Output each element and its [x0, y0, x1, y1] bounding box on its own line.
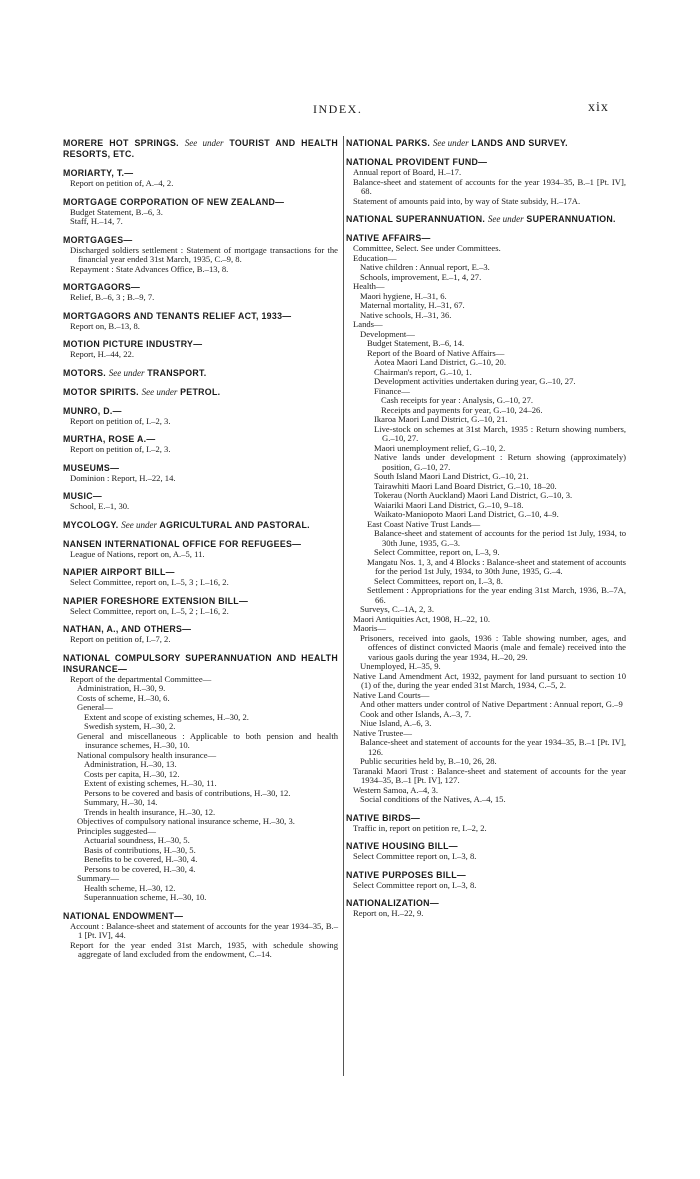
- sub-entry: Tairawhiti Maori Land Board District, G.–10, 18–20.: [374, 480, 557, 491]
- heading-text: NATIVE PURPOSES BILL—: [346, 869, 467, 880]
- sub-entry: Relief, B.–6, 3 ; B.–9, 7.: [70, 292, 155, 302]
- sub-entry: Report on petition of, I.–7, 2.: [70, 634, 171, 644]
- sub-entry: General—: [77, 702, 113, 712]
- sub-entry: Report on petition of, A.–4, 2.: [70, 178, 174, 188]
- entry-heading: [63, 311, 338, 322]
- sub-entry: Taranaki Maori Trust : Balance-sheet and statement of accounts for the year 1934–35, B.–1 [Pt. IV], 127.: [353, 765, 626, 785]
- sub-entry: Tokerau (North Auckland) Maori Land District, G.–10, 3.: [374, 490, 573, 500]
- sub-entry: Statement of amounts paid into, by way of State subsidy, H.–17A.: [353, 195, 581, 206]
- sub-entry: Report on, H.–22, 9.: [353, 908, 424, 918]
- index-entry: [346, 898, 626, 919]
- entry-heading: [346, 214, 626, 225]
- index-entry: [63, 387, 338, 398]
- sub-entry: Maori Antiquities Act, 1908, H.–22, 10.: [353, 613, 491, 624]
- cross-reference: LANDS AND SURVEY.: [471, 138, 568, 148]
- sub-entry: Development activities undertaken during year, G.–10, 27.: [374, 376, 576, 386]
- entry-heading: [63, 653, 338, 675]
- sub-entry: National compulsory health insurance—: [77, 749, 217, 760]
- entry-heading: [346, 138, 626, 149]
- sub-entry: Mangatu Nos. 1, 3, and 4 Blocks : Balance-sheet and statement of accounts for the period 1st July, 1934, to 30th June, 1935, G.–4.: [367, 556, 626, 576]
- sub-entry: Surveys, C.–1A, 2, 3.: [360, 604, 435, 614]
- see-under-label: See under: [121, 519, 157, 530]
- heading-text: MORERE HOT SPRINGS.: [63, 138, 179, 148]
- index-entry: [63, 406, 338, 427]
- index-entry: [63, 282, 338, 303]
- index-entry: [63, 168, 338, 189]
- sub-entry: Cook and other Islands, A.–3, 7.: [360, 708, 471, 719]
- sub-entry: Administration, H.–30, 9.: [77, 683, 166, 693]
- sub-entry: Principles suggested—: [77, 825, 157, 836]
- heading-text: NATIONAL COMPULSORY SUPERANNUATION AND HEALTH INSURANCE—: [63, 652, 338, 674]
- sub-entry: Trends in health insurance, H.–30, 12.: [84, 806, 216, 817]
- entry-heading: [63, 911, 338, 922]
- sub-entry: And other matters under control of Native Department : Annual report, G.–9: [360, 699, 623, 709]
- sub-entry: Maori unemployment relief, G.–10, 2.: [374, 442, 506, 453]
- heading-text: NAPIER AIRPORT BILL—: [63, 567, 175, 577]
- index-entry: [346, 813, 626, 834]
- entry-heading: [346, 870, 626, 881]
- sub-entry: Chairman's report, G.–10, 1.: [374, 366, 472, 377]
- entry-heading: [63, 138, 338, 160]
- sub-entry: Repayment : State Advances Office, B.–13, 8.: [70, 263, 229, 274]
- cross-reference: PETROL.: [180, 386, 221, 397]
- sub-entry: Balance-sheet and statement of accounts for the year 1934–35, B.–1 [Pt. IV], 68.: [353, 176, 626, 196]
- sub-entry: Benefits to be covered, H.–30, 4.: [84, 854, 198, 864]
- entry-heading: [63, 463, 338, 474]
- page-title: INDEX.: [313, 102, 363, 116]
- heading-text: NATIONAL PROVIDENT FUND—: [346, 157, 488, 167]
- sub-entry: Report, H.–44, 22.: [70, 349, 134, 359]
- heading-text: MYCOLOGY.: [63, 519, 119, 530]
- sub-entry: Budget Statement, B.–6, 14.: [367, 338, 465, 348]
- sub-entry: Objectives of compulsory national insurance scheme, H.–30, 3.: [77, 816, 295, 826]
- sub-entry: Development—: [360, 328, 415, 339]
- heading-text: MUNRO, D.—: [63, 405, 122, 416]
- heading-text: NATIONAL PARKS.: [346, 138, 431, 148]
- heading-text: MORIARTY, T.—: [63, 168, 134, 178]
- cross-reference: SUPERANNUATION.: [526, 214, 616, 224]
- sub-entry: General and miscellaneous : Applicable to both pension and health insurance schemes, H.–30, 10.: [77, 730, 338, 750]
- heading-text: MOTION PICTURE INDUSTRY—: [63, 339, 203, 349]
- sub-entry: Education—: [353, 252, 397, 263]
- sub-entry: Report on petition of, I.–2, 3.: [70, 415, 171, 426]
- sub-entry: Receipts and payments for year, G.–10, 24–26.: [381, 404, 543, 415]
- sub-entry: Summary—: [77, 873, 120, 883]
- sub-entry: Unemployed, H.–35, 9.: [360, 661, 441, 671]
- sub-entry: School, E.–1, 30.: [70, 501, 130, 511]
- sub-entry: Social conditions of the Natives, A.–4, 15.: [360, 794, 506, 804]
- sub-entry: Annual report of Board, H.–17.: [353, 167, 462, 177]
- sub-entry: Settlement : Appropriations for the year ending 31st March, 1936, B.–7A, 66.: [367, 585, 626, 605]
- sub-entry: Aotea Maori Land District, G.–10, 20.: [374, 357, 506, 367]
- sub-entry: Basis of contributions, H.–30, 5.: [84, 844, 196, 855]
- index-entry: [63, 567, 338, 588]
- sub-entry: Extent and scope of existing schemes, H.–30, 2.: [84, 711, 249, 722]
- see-under-label: See under: [141, 386, 178, 397]
- sub-entry: Administration, H.–30, 13.: [84, 759, 177, 769]
- sub-entry: Schools, improvement, E.–1, 4, 27.: [360, 271, 482, 282]
- sub-entry: Live-stock on schemes at 31st March, 1935 : Return showing numbers, G.–10, 27.: [374, 423, 626, 443]
- sub-entry: League of Nations, report on, A.–5, 11.: [70, 548, 205, 559]
- sub-entry: Superannuation scheme, H.–30, 10.: [84, 892, 207, 902]
- sub-entry: Report on petition of, I.–2, 3.: [70, 444, 171, 454]
- page-number: xix: [588, 100, 609, 115]
- sub-entry: Dominion : Report, H.–22, 14.: [70, 472, 176, 483]
- sub-entry: Committee, Select. See under Committees.: [353, 243, 501, 253]
- heading-text: NANSEN INTERNATIONAL OFFICE FOR REFUGEES—: [63, 538, 302, 549]
- sub-entry: Select Committee report on, I.–3, 8.: [353, 851, 477, 861]
- sub-entry: Swedish system, H.–30, 2.: [84, 721, 176, 731]
- left-column: [63, 138, 338, 968]
- entry-heading: [63, 539, 338, 550]
- heading-text: NATIVE BIRDS—: [346, 812, 421, 823]
- sub-entry: Costs per capita, H.–30, 12.: [84, 768, 180, 779]
- page-header: [0, 98, 700, 118]
- index-entry: [346, 157, 626, 206]
- heading-text: MOTOR SPIRITS.: [63, 386, 139, 397]
- index-entry: [63, 653, 338, 903]
- sub-entry: Health scheme, H.–30, 12.: [84, 882, 176, 893]
- sub-entry: Balance-sheet and statement of accounts for the year 1934–35, B.–1 [Pt. IV], 126.: [360, 737, 626, 757]
- see-under-label: See under: [487, 214, 524, 224]
- index-entry: [346, 870, 626, 891]
- index-entry: [63, 911, 338, 960]
- cross-reference: TOURIST AND HEALTH RESORTS, ETC.: [63, 138, 338, 159]
- index-entry: [63, 368, 338, 379]
- sub-entry: Ikaroa Maori Land District, G.–10, 21.: [374, 414, 508, 424]
- index-entry: [63, 520, 338, 531]
- sub-entry: Budget Statement, B.–6, 3.: [70, 206, 163, 217]
- sub-entry: Prisoners, received into gaols, 1936 : Table showing number, ages, and offences of distinct convicted Maoris (male and female) received into the various gaols during the year 1934, H.–20, 29.: [360, 632, 626, 662]
- sub-entry: Native Land Amendment Act, 1932, payment for land pursuant to section 10 (1) of the, during the year ended 31st March, 1934, C.–5, 2.: [353, 670, 626, 690]
- heading-text: NATIVE AFFAIRS—: [346, 233, 431, 243]
- sub-entry: Health—: [353, 281, 385, 291]
- heading-text: MURTHA, ROSE A.—: [63, 434, 156, 444]
- sub-entry: Maoris—: [353, 623, 386, 633]
- sub-entry: Persons to be covered and basis of contributions, H.–30, 12.: [84, 787, 291, 798]
- index-entry: [63, 311, 338, 332]
- sub-entry: Extent of existing schemes, H.–30, 11.: [84, 778, 217, 788]
- index-entry: [63, 463, 338, 484]
- sub-entry: Costs of scheme, H.–30, 6.: [77, 692, 170, 703]
- index-entry: [63, 434, 338, 455]
- heading-text: MORTGAGES—: [63, 234, 133, 245]
- sub-entry: Western Samoa, A.–4, 3.: [353, 784, 438, 795]
- heading-text: NAPIER FORESHORE EXTENSION BILL—: [63, 595, 249, 606]
- sub-entry: Cash receipts for year : Analysis, G.–10, 27.: [381, 395, 534, 405]
- entry-heading: [63, 520, 338, 531]
- index-entry: [63, 624, 338, 645]
- heading-text: MUSIC—: [63, 491, 102, 501]
- sub-entry: Report of the Board of Native Affairs—: [367, 347, 505, 358]
- cross-reference: TRANSPORT.: [147, 367, 207, 378]
- sub-entry: Select Committees, report on, I.–3, 8.: [374, 575, 503, 586]
- heading-text: MUSEUMS—: [63, 462, 120, 473]
- sub-entry: Select Committee report on, I.–3, 8.: [353, 879, 477, 890]
- sub-entry: South Island Maori Land District, G.–10, 21.: [374, 471, 529, 481]
- entry-heading: [63, 368, 338, 379]
- sub-entry: Niue Island, A.–6, 3.: [360, 718, 432, 728]
- see-under-label: See under: [108, 367, 145, 378]
- column-divider: [343, 136, 344, 1076]
- sub-entry: Public securities held by, B.–10, 26, 28.: [360, 756, 497, 766]
- sub-entry: Finance—: [374, 385, 410, 396]
- sub-entry: Account : Balance-sheet and statement of accounts for the year 1934–35, B.–1 [Pt. IV], 44.: [70, 920, 338, 940]
- sub-entry: Traffic in, report on petition re, I.–2, 2.: [353, 822, 487, 833]
- sub-entry: Native lands under development : Return showing (approximately) position, G.–10, 27.: [374, 452, 626, 472]
- entry-heading: [63, 387, 338, 398]
- sub-entry: Native Trustee—: [353, 727, 412, 738]
- index-entry: [63, 596, 338, 617]
- heading-text: NATIVE HOUSING BILL—: [346, 841, 458, 851]
- sub-entry: Summary, H.–30, 14.: [84, 797, 158, 807]
- index-entry: [346, 233, 626, 805]
- index-entry: [346, 841, 626, 862]
- heading-text: MORTGAGE CORPORATION OF NEW ZEALAND—: [63, 196, 285, 207]
- entry-heading: [346, 813, 626, 824]
- sub-entry: Native Land Courts—: [353, 689, 430, 700]
- sub-entry: Select Committee, report on, I.–3, 9.: [374, 547, 500, 557]
- see-under-label: See under: [432, 138, 469, 148]
- entry-heading: [63, 235, 338, 246]
- sub-entry: Discharged soldiers settlement : Statement of mortgage transactions for the financial year ended 31st March, 1935, C.–9, 8.: [70, 244, 338, 264]
- index-entry: [346, 138, 626, 149]
- index-entry: [346, 214, 626, 225]
- heading-text: NATIONAL ENDOWMENT—: [63, 910, 184, 921]
- sub-entry: Maori hygiene, H.–31, 6.: [360, 290, 447, 301]
- sub-entry: Waiariki Maori Land District, G.–10, 9–18.: [374, 499, 524, 510]
- entry-heading: [63, 197, 338, 208]
- sub-entry: Persons to be covered, H.–30, 4.: [84, 863, 196, 874]
- sub-entry: Select Committee, report on, I.–5, 3 ; I.–16, 2.: [70, 577, 229, 587]
- entry-heading: [63, 596, 338, 607]
- sub-entry: Balance-sheet and statement of accounts for the period 1st July, 1934, to 30th June, 1935, G.–3.: [374, 528, 626, 548]
- sub-entry: Lands—: [353, 319, 383, 329]
- sub-entry: Report for the year ended 31st March, 1935, with schedule showing aggregate of land excluded from the endowment, C.–14.: [70, 939, 338, 959]
- sub-entry: Actuarial soundness, H.–30, 5.: [84, 835, 190, 845]
- right-column: [346, 138, 626, 927]
- index-entry: [63, 339, 338, 360]
- index-entry: [63, 138, 338, 160]
- sub-entry: Maternal mortality, H.–31, 67.: [360, 300, 465, 310]
- heading-text: MORTGAGORS—: [63, 282, 141, 292]
- index-entry: [63, 539, 338, 560]
- heading-text: MOTORS.: [63, 367, 106, 378]
- sub-entry: Select Committee, report on, I.–5, 2 ; I.–16, 2.: [70, 605, 229, 616]
- index-entry: [63, 235, 338, 275]
- index-entry: [63, 491, 338, 512]
- index-entry: [63, 197, 338, 227]
- sub-entry: East Coast Native Trust Lands—: [367, 518, 481, 529]
- sub-entry: Native schools, H.–31, 36.: [360, 309, 452, 320]
- sub-entry: Report on, B.–13, 8.: [70, 320, 140, 331]
- sub-entry: Staff, H.–14, 7.: [70, 216, 123, 226]
- see-under-label: See under: [184, 138, 224, 148]
- heading-text: NATIONAL SUPERANNUATION.: [346, 214, 486, 224]
- sub-entry: Native children : Annual report, E.–3.: [360, 262, 490, 272]
- heading-text: NATIONALIZATION—: [346, 898, 439, 908]
- sub-entry: Waikato-Maniopoto Maori Land District, G.–10, 4–9.: [374, 509, 559, 519]
- cross-reference: AGRICULTURAL AND PASTORAL.: [159, 519, 310, 530]
- heading-text: MORTGAGORS AND TENANTS RELIEF ACT, 1933—: [63, 310, 292, 321]
- sub-entry: Report of the departmental Committee—: [70, 673, 212, 684]
- heading-text: NATHAN, A., AND OTHERS—: [63, 624, 192, 634]
- entry-heading: [63, 406, 338, 417]
